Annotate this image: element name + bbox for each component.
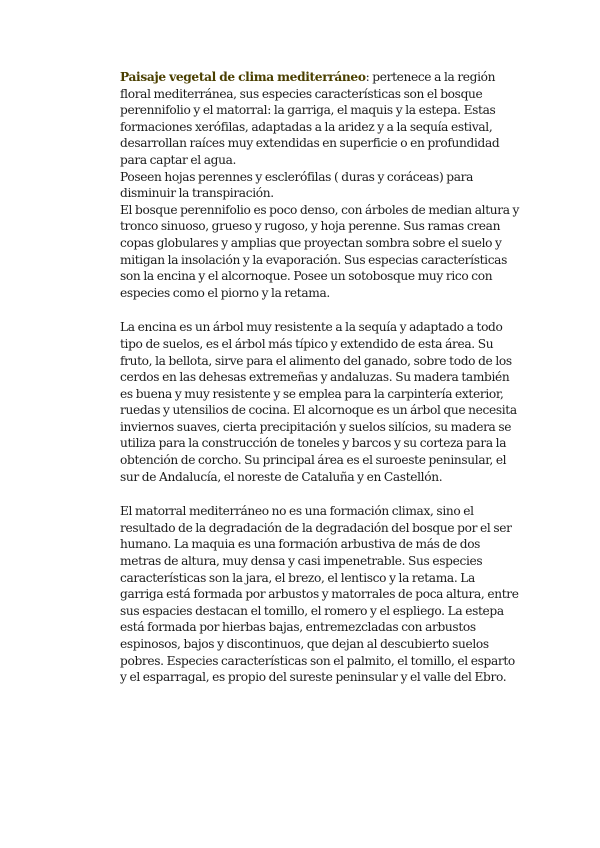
scrubland-paragraph: El matorral mediterráneo no es una formación climax, sino el resultado de la degradación de la degradación del bosque por el ser humano. La maquia es una formación arbustiva de más de dos metras de altura, muy densa y casi impenetrable. Sus especies características son la jara, el brezo, el lentisco y la retama. La garriga está formada por arbustos y matorrales de poca altura, entre sus espacies destacan el tomillo, el romero y el espliego. La estepa está formada por hierbas bajas, entremezcladas con arbustos espinosos, bajos y discontinuos, que dejan al descubierto suelos pobres. Especies características son el palmito, el tomillo, el esparto y el esparragal, es propio del sureste peninsular y el valle del Ebro.: [120, 504, 519, 685]
leaves-paragraph: Poseen hojas perennes y esclerófilas ( duras y coráceas) para disminuir la transpiración.: [120, 169, 474, 201]
forest-paragraph: El bosque perennifolio es poco denso, con árboles de median altura y tronco sinuoso, grueso y rugoso, y hoja perenne. Sus ramas crean copas globulares y amplias que proyectan sombra sobre el suelo y mitigan la insolación y la evaporación. Sus especias características son la encina y el alcornoque. Posee un sotobosque muy rico con especies como el piorno y la retama.: [120, 202, 520, 300]
paragraph-gap: [120, 301, 520, 319]
intro-text: : pertenece a la región floral mediterránea, sus especies características son el bosque perennifolio y el matorral: la garriga, el maquis y la estepa. Estas formaciones xerófilas, adaptadas a la aridez y a la sequía estival, desarrollan raíces muy extendidas en superficie o en profundidad para captar el agua.: [120, 70, 500, 167]
paragraph-gap: [120, 485, 520, 503]
intro-paragraph: [120, 69, 520, 169]
document-body: [120, 69, 520, 686]
holm-oak-paragraph: La encina es un árbol muy resistente a la sequía y adaptado a todo tipo de suelos, es el árbol más típico y extendido de esta área. Su fruto, la bellota, sirve para el alimento del ganado, sobre todo de los cerdos en las dehesas extremeñas y andaluzas. Su madera también es buena y muy resistente y se emplea para la carpintería exterior, ruedas y utensilios de cocina. El alcornoque es un árbol que necesita inviernos suaves, cierta precipitación y suelos silícios, su madera se utiliza para la construcción de toneles y barcos y su corteza para la obtención de corcho. Su principal área es el suroeste peninsular, el sur de Andalucía, el noreste de Cataluña y en Castellón.: [120, 320, 517, 484]
document-heading: Paisaje vegetal de clima mediterráneo: [120, 70, 366, 84]
